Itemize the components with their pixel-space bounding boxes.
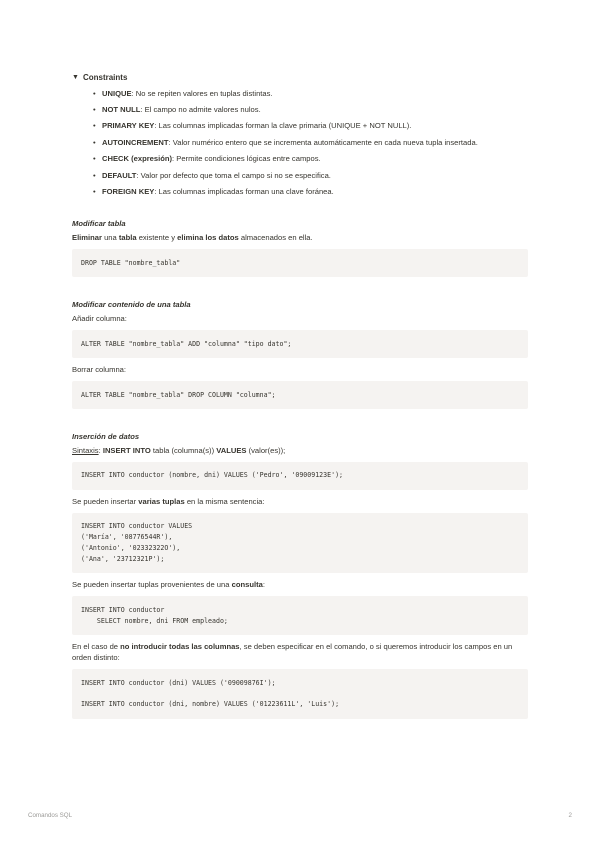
list-item: [102, 137, 528, 148]
text: Se pueden insertar: [72, 496, 139, 506]
constraint-desc: : Valor por defecto que toma el campo si no se especifica.: [136, 170, 331, 180]
list-item: [102, 186, 528, 197]
constraint-term: UNIQUE: [102, 88, 132, 98]
paragraph: [72, 232, 528, 243]
list-item: [102, 120, 528, 131]
text: (valor(es));: [246, 445, 286, 455]
constraints-toggle[interactable]: [72, 72, 528, 84]
text: :: [262, 580, 265, 590]
triangle-down-icon[interactable]: ▼: [72, 73, 79, 81]
bold-text: Eliminar: [72, 233, 102, 243]
section-title-insercion: Inserción de datos: [72, 431, 140, 441]
text: existente y: [136, 233, 178, 243]
bold-text: elimina los datos: [177, 233, 239, 243]
code-block[interactable]: INSERT INTO conductor VALUES ('María', '08776544R'), ('Antonio', '02332322O'), ('Ana', '23712321P');: [72, 513, 528, 574]
list-item: [102, 153, 528, 164]
list-item: [102, 104, 528, 115]
paragraph: [72, 579, 528, 590]
text: una: [101, 233, 119, 243]
constraint-term: NOT NULL: [102, 104, 141, 114]
constraint-term: AUTOINCREMENT: [102, 137, 169, 147]
constraints-title: Constraints: [82, 73, 128, 82]
bold-text: INSERT INTO: [102, 445, 151, 455]
bold-text: consulta: [231, 580, 263, 590]
text: tabla (columna(s)): [150, 445, 217, 455]
list-item: [102, 88, 528, 99]
code-block[interactable]: ALTER TABLE "nombre_tabla" ADD "columna" "tipo dato";: [72, 330, 528, 358]
code-block[interactable]: INSERT INTO conductor SELECT nombre, dni FROM empleado;: [72, 596, 528, 635]
page-content: [72, 72, 528, 719]
bold-text: tabla: [118, 233, 137, 243]
constraint-term: PRIMARY KEY: [102, 121, 155, 131]
underlined-text: Sintaxis: [72, 445, 99, 455]
code-block[interactable]: INSERT INTO conductor (dni) VALUES ('09009876I'); INSERT INTO conductor (dni, nombre) VALUES ('01223611L', 'Luis');: [72, 669, 528, 719]
text: En el caso de: [72, 642, 121, 652]
paragraph: [72, 445, 528, 456]
text: :: [98, 445, 103, 455]
constraint-desc: : Las columnas implicadas forman una clave foránea.: [154, 186, 334, 196]
code-block[interactable]: DROP TABLE "nombre_tabla": [72, 249, 528, 277]
constraints-list: [72, 88, 528, 197]
paragraph: [72, 496, 528, 507]
code-block[interactable]: ALTER TABLE "nombre_tabla" DROP COLUMN "columna";: [72, 381, 528, 409]
constraint-desc: : El campo no admite valores nulos.: [140, 104, 261, 114]
bold-text: VALUES: [216, 445, 247, 455]
paragraph: [72, 641, 528, 663]
section-title-modificar-contenido: Modificar contenido de una tabla: [72, 300, 191, 310]
bold-text: no introducir todas las columnas: [120, 642, 240, 652]
section-title-modificar-tabla: Modificar tabla: [72, 219, 126, 229]
paragraph: Añadir columna:: [72, 314, 127, 324]
constraint-desc: : Las columnas implicadas forman la clave primaria (UNIQUE + NOT NULL).: [154, 121, 412, 131]
constraint-term: CHECK (expresión): [102, 154, 173, 164]
constraint-desc: : No se repiten valores en tuplas distintas.: [131, 88, 273, 98]
page-number: 2: [568, 812, 572, 819]
footer-title: Comandos SQL: [28, 812, 73, 819]
text: , se deben especificar en el comando, o si queremos introducir los campos en un orden distinto:: [72, 642, 513, 663]
constraint-term: DEFAULT: [102, 170, 137, 180]
code-block[interactable]: INSERT INTO conductor (nombre, dni) VALUES ('Pedro', '09009123E');: [72, 462, 528, 490]
list-item: [102, 170, 528, 181]
text: en la misma sentencia:: [184, 496, 265, 506]
bold-text: varias tuplas: [138, 496, 185, 506]
constraint-desc: : Permite condiciones lógicas entre campos.: [172, 154, 321, 164]
constraint-desc: : Valor numérico entero que se incrementa automáticamente en cada nueva tupla insertada.: [168, 137, 478, 147]
constraint-term: FOREIGN KEY: [102, 186, 155, 196]
paragraph: Borrar columna:: [72, 365, 127, 375]
text: Se pueden insertar tuplas provenientes de una: [72, 580, 232, 590]
text: almacenados en ella.: [238, 233, 313, 243]
